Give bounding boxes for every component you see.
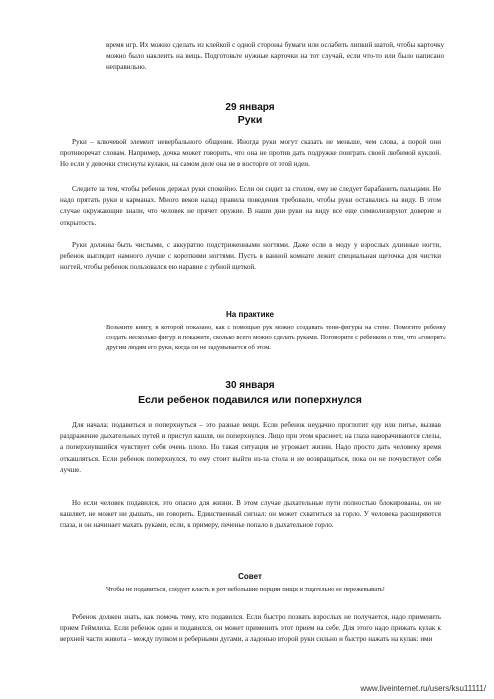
section1-paragraph-3: Руки должны быть чистыми, с аккуратно подстриженными ногтями. Даже если в моду у взрослых длинные ногти, ребенок выглядит намного лучше с короткими ногтями. Пусть в ванной комнате лежит специальная щеточка для чистки ногтей, чтобы ребенок пользовался ею наравне с зубной щеткой. [60, 241, 441, 272]
bottom-paragraph: Ребенок должен знать, как помочь тому, кто подавился. Если быстро позвать взрослых не получается, надо применить прием Геймлиха. Если ребенок один и подавился, он может применить этот прием на себе. Для этого надо прижать кулак к верхней части живота – между пупком и реберными дугами, а ладонью второй руки сильно и быстро нажать на кулак: ими [60, 613, 441, 644]
section1-paragraph-1: Руки – ключевой элемент невербального общения. Иногда руки могут сказать не меньше, чем слова, а порой они противоречат словам. Например, дочка может говорить, что она не против дать подружке поиграть своей любимой куклой. Но если у девочки стиснуты кулаки, на самом деле она не в восторге от этой идеи. [60, 138, 441, 169]
advice-text: Чтобы не подавиться, следует класть в рот небольшие порции пищи и тщательно ее пережевывать! [106, 586, 386, 593]
source-url: www.liveinternet.ru/users/ksu11111/ [360, 684, 486, 693]
section1-paragraph-2: Следите за тем, чтобы ребенок держал руки спокойно. Если он сидит за столом, ему не следует барабанить пальцами. Не надо прятать руки в карманах. Много веков назад правила поведения требовали, чтобы руки оставались на виду. В этом случае окружающие знали, что человек не прячет оружие. В наши дни руки на виду все еще символизируют доверие и открытость. [60, 185, 441, 227]
section2-title: Если ребенок подавился или поперхнулся [138, 394, 362, 406]
section2-date: 30 января [225, 380, 275, 391]
advice-title: Совет [238, 572, 262, 581]
section1-date: 29 января [225, 102, 275, 113]
practice-title: На практике [226, 310, 274, 319]
section2-paragraph-1: Для начала: подавиться и поперхнуться – это разные вещи. Если ребенок неудачно проглотит еду или питье, вызвав раздражение дыхательных путей и приступ кашля, он поперхнулся. Лицо при этом краснеет, на глаза наворачиваются слезы, а поперхнувшийся чувствует себя очень плохо. Но такая ситуация не угрожает жизни. Надо просто дать человеку время откашляться. Если ребенок поперхнулся, то ему стоит выйти из-за стола и не возвращаться, пока он не почувствует себя лучше. [60, 421, 441, 474]
top-paragraph: время игр. Их можно сделать из клейкой с одной стороны бумаги или ослабить липкий шатой, чтобы карточку можно было наклеить на вещь. Подготовьте нужные карточки на тот случай, если что-то или было написано неправильно. [106, 41, 444, 72]
section2-paragraph-2: Но если человек подавился, это опасно для жизни. В этом случае дыхательные пути полностью блокированы, он не кашляет, не может ни дышать, ни говорить. Единственный сигнал: он может схватиться за горло. У человека расширяются глаза, и он начинает махать руками, если, к примеру, печенье попало в дыхательное горло. [60, 499, 441, 530]
section1-title: Руки [237, 114, 263, 126]
practice-text: Возьмите книгу, в которой показано, как с помощью рук можно создавать тени-фигуры на стене. Помогите ребенку создать несколько фигур и покажите, сколько всего можно сделать руками. Поговорите с ребенком о том, что «говорят» другим людям его руки, когда он не задумывается об этом. [106, 324, 446, 351]
